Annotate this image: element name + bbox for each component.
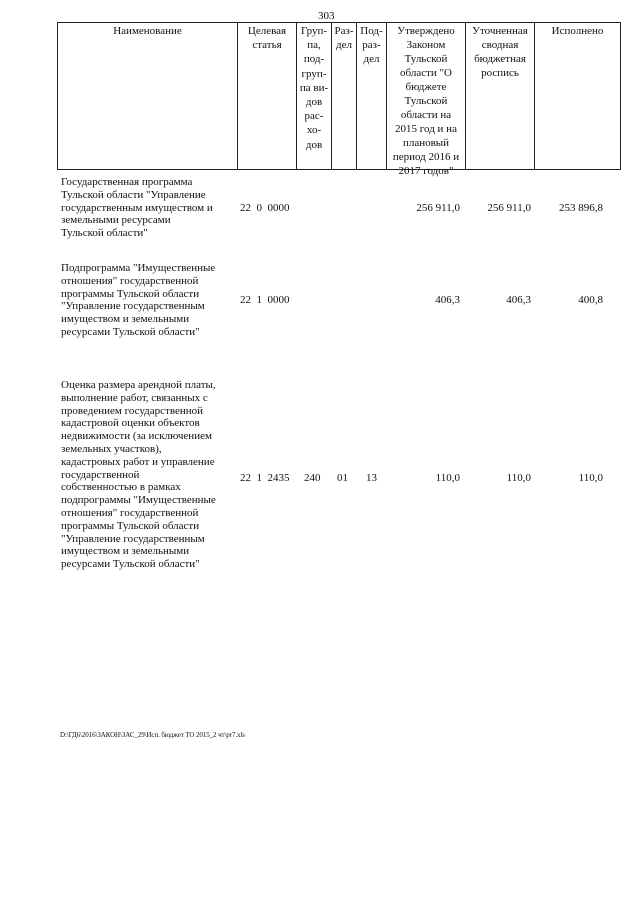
row-refined: 110,0 [506,472,531,484]
row-approved: 406,3 [435,294,460,306]
row-name: Оценка размера арендной платы, выполнение работ, связанных с проведением государственной кадастровой оценки объектов недвижимости (за исключением земельных участков), кадастровых работ и управление государственной собственностью в рамках подпрограммы "Имущественные отношения" государственной программы Тульской области "Управление государственным имуществом и земельными ресурсами Тульской области" [61,379,216,571]
row-executed: 253 896,8 [559,202,603,214]
row-expense-group: 240 [304,472,321,484]
file-path-footer: D:\ГД6\2016\ЗАКОН\ЗАС_29\Исп. бюджет ТО 2015_2 чт\pr7.xls [60,731,245,739]
header-subsection: Под- раз- дел [360,25,383,65]
header-target-article: Целевая статья [247,25,287,51]
row-subsection: 13 [366,472,377,484]
row-approved: 256 911,0 [416,202,460,214]
row-executed: 110,0 [578,472,603,484]
row-target-article: 22 1 0000 [240,294,290,306]
row-target-article: 22 1 2435 [240,472,290,484]
row-approved: 110,0 [435,472,460,484]
row-executed: 400,8 [578,294,603,306]
header-approved-by-law: Утверждено Законом Тульской области "О бюджете Тульской области на 2015 год и на плановый период 2016 и 2017 годов" [392,25,460,177]
header-refined-budget: Уточненная сводная бюджетная роспись [472,25,528,79]
row-refined: 406,3 [506,294,531,306]
header-expense-group: Груп- па, под- груп- па ви- дов рас- хо- дов [299,25,329,151]
row-name: Подпрограмма "Имущественные отношения" государственной программы Тульской области "Управление государственным имуществом и земельными ресурсами Тульской области" [61,262,216,338]
row-name: Государственная программа Тульской области "Управление государственным имуществом и земельными ресурсами Тульской области" [61,176,213,240]
row-refined: 256 911,0 [487,202,531,214]
header-section: Раз- дел [334,25,354,51]
header-executed: Исполнено [551,25,604,37]
header-name: Наименование [113,25,182,37]
row-target-article: 22 0 0000 [240,202,290,214]
row-section: 01 [337,472,348,484]
page-number: 303 [318,10,335,22]
